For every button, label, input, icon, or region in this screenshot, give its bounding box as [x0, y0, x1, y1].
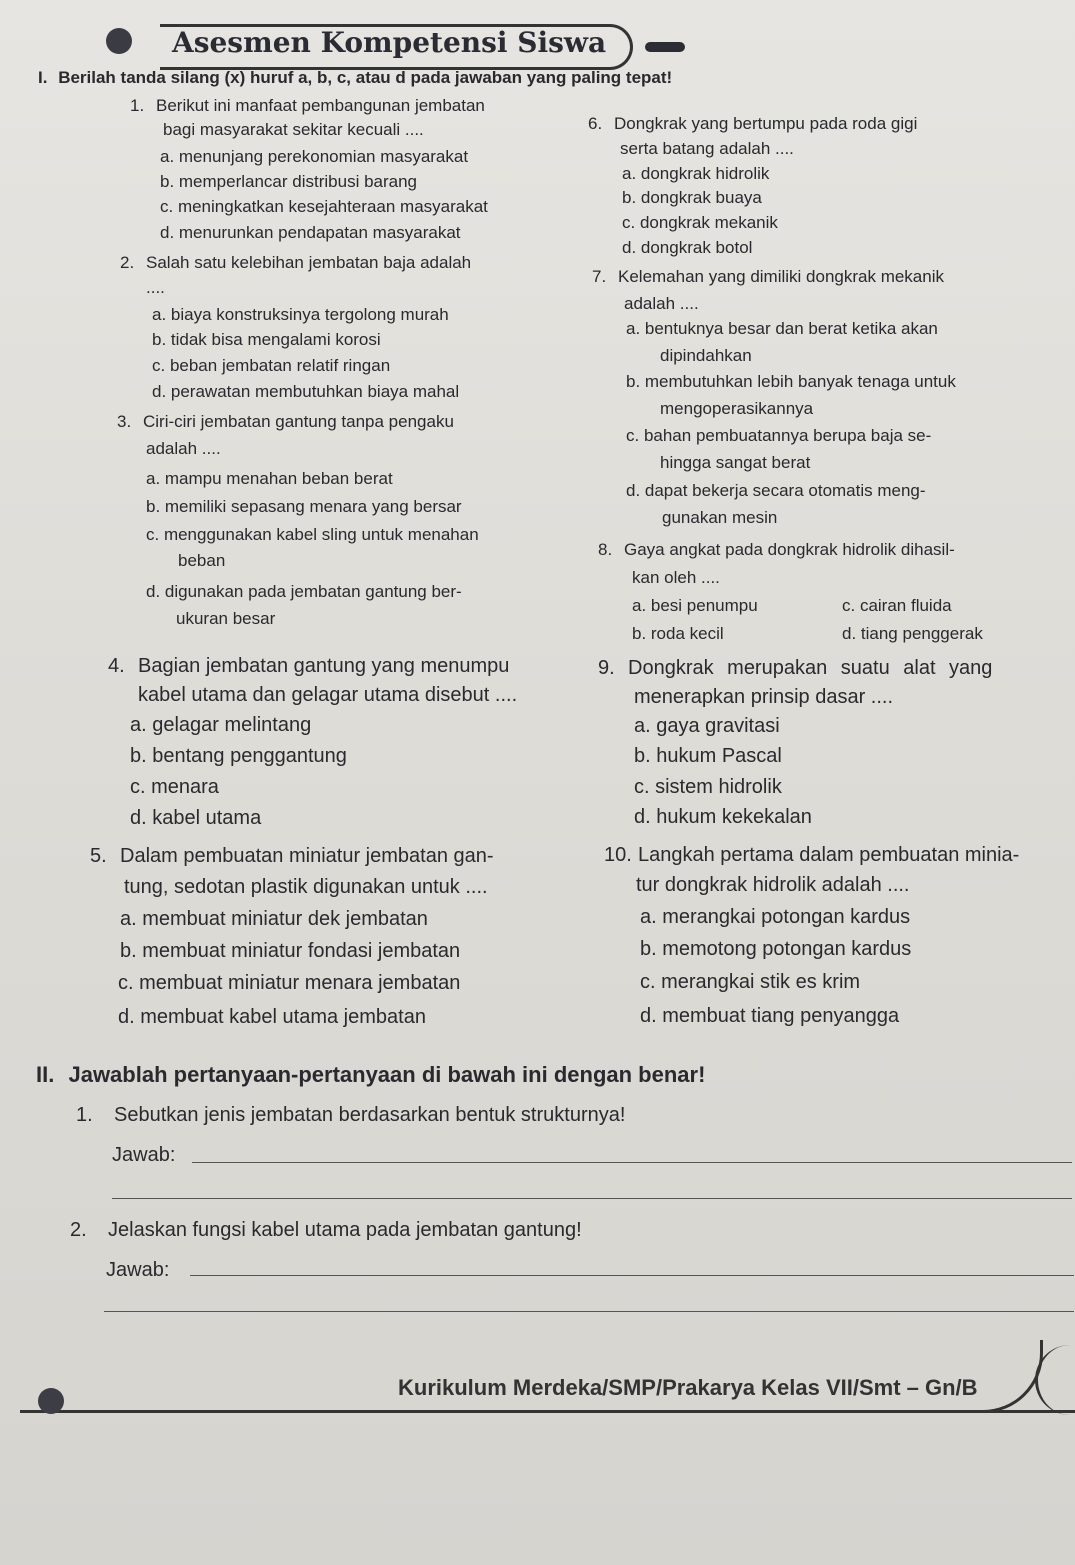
option-6c[interactable]: c. dongkrak mekanik: [622, 213, 778, 232]
section-2-instruction: Jawablah pertanyaan-pertanyaan di bawah ini dengan benar!: [68, 1062, 706, 1087]
question-10: [604, 840, 1019, 870]
option-4d[interactable]: d. kabel utama: [130, 807, 262, 829]
question-5-line-2: tung, sedotan plastik digunakan untuk ....: [124, 876, 488, 898]
option-2d[interactable]: d. perawatan membutuhkan biaya mahal: [152, 382, 460, 401]
answer-label-1: Jawab:: [112, 1144, 176, 1166]
essay-question-2: [70, 1215, 582, 1245]
page-title: Asesmen Kompetensi Siswa: [172, 26, 607, 59]
option-10a[interactable]: a. merangkai potongan kardus: [640, 906, 911, 928]
question-7-line-2: adalah ....: [624, 294, 699, 313]
question-3-line-2: adalah ....: [146, 439, 221, 458]
option-7c-continued: hingga sangat berat: [660, 453, 811, 472]
option-9c[interactable]: c. sistem hidrolik: [634, 776, 782, 798]
question-number: 9.: [598, 657, 615, 679]
question-text: Langkah pertama dalam pembuatan minia-: [638, 844, 1020, 866]
footer-base-line: [20, 1410, 1075, 1413]
question-number: 3.: [117, 412, 132, 431]
question-number: 2.: [120, 253, 135, 272]
option-7a[interactable]: a. bentuknya besar dan berat ketika akan: [626, 319, 938, 338]
option-8d[interactable]: d. tiang penggerak: [842, 624, 983, 643]
option-3d-continued: ukuran besar: [176, 609, 276, 628]
question-2: [120, 251, 471, 274]
option-8c[interactable]: c. cairan fluida: [842, 596, 952, 615]
question-1-line-2: bagi masyarakat sekitar kecuali ....: [163, 120, 424, 139]
option-4c[interactable]: c. menara: [130, 776, 219, 798]
question-3: [117, 410, 454, 433]
option-3a[interactable]: a. mampu menahan beban berat: [146, 469, 393, 488]
option-1a[interactable]: a. menunjang perekonomian masyarakat: [160, 147, 469, 166]
title-banner: [100, 16, 700, 68]
option-2a[interactable]: a. biaya konstruksinya tergolong murah: [152, 305, 449, 324]
question-text: Bagian jembatan gantung yang menumpu: [138, 655, 510, 677]
answer-line-2a[interactable]: [190, 1275, 1074, 1276]
option-2c[interactable]: c. beban jembatan relatif ringan: [152, 356, 391, 375]
option-5a[interactable]: a. membuat miniatur dek jembatan: [120, 908, 428, 930]
question-text: Dongkrak yang bertumpu pada roda gigi: [614, 114, 918, 133]
option-7c[interactable]: c. bahan pembuatannya berupa baja se-: [626, 426, 932, 445]
answer-line-1b[interactable]: [112, 1198, 1072, 1199]
option-6a[interactable]: a. dongkrak hidrolik: [622, 164, 770, 183]
option-3c[interactable]: c. menggunakan kabel sling untuk menahan: [146, 525, 479, 544]
option-3d[interactable]: d. digunakan pada jembatan gantung ber-: [146, 582, 462, 601]
option-7b[interactable]: b. membutuhkan lebih banyak tenaga untuk: [626, 372, 956, 391]
option-8a[interactable]: a. besi penumpu: [632, 596, 758, 615]
section-1-heading: [38, 68, 672, 88]
option-7d[interactable]: d. dapat bekerja secara otomatis meng-: [626, 481, 926, 500]
answer-line-2b[interactable]: [104, 1311, 1074, 1312]
option-9d[interactable]: d. hukum kekekalan: [634, 806, 812, 828]
question-number: 10.: [604, 844, 632, 866]
option-9a[interactable]: a. gaya gravitasi: [634, 715, 780, 737]
answer-label-2: Jawab:: [106, 1259, 170, 1281]
footer-text: Kurikulum Merdeka/SMP/Prakarya Kelas VII/Smt – Gn/B: [398, 1375, 978, 1400]
question-number: 2.: [70, 1219, 87, 1241]
section-1-label: I.: [38, 68, 48, 87]
option-5b[interactable]: b. membuat miniatur fondasi jembatan: [120, 940, 461, 962]
essay-question-1: [76, 1100, 625, 1130]
question-text: Ciri-ciri jembatan gantung tanpa pengaku: [143, 412, 454, 431]
question-text: Berikut ini manfaat pembangunan jembatan: [156, 96, 485, 115]
option-1d[interactable]: d. menurunkan pendapatan masyarakat: [160, 223, 461, 242]
question-10-line-2: tur dongkrak hidrolik adalah ....: [636, 874, 910, 896]
question-6: [588, 112, 917, 135]
footer-bullet-icon: [38, 1388, 64, 1414]
question-number: 5.: [90, 845, 107, 867]
question-text: Dongkrak merupakan suatu alat yang: [628, 657, 993, 679]
section-2-label: II.: [36, 1062, 55, 1087]
title-tail-decoration: [645, 42, 685, 52]
option-1c[interactable]: c. meningkatkan kesejahteraan masyarakat: [160, 197, 488, 216]
option-3b[interactable]: b. memiliki sepasang menara yang bersar: [146, 497, 462, 516]
option-4b[interactable]: b. bentang penggantung: [130, 745, 347, 767]
option-6d[interactable]: d. dongkrak botol: [622, 238, 753, 257]
title-bullet-icon: [106, 28, 132, 54]
question-text: Sebutkan jenis jembatan berdasarkan bentuk strukturnya!: [114, 1104, 626, 1126]
question-5: [90, 841, 494, 871]
option-9b[interactable]: b. hukum Pascal: [634, 745, 782, 767]
option-10c[interactable]: c. merangkai stik es krim: [640, 971, 861, 993]
question-9: [598, 653, 992, 683]
option-10b[interactable]: b. memotong potongan kardus: [640, 938, 912, 960]
question-7: [592, 265, 944, 288]
question-number: 1.: [130, 96, 145, 115]
question-8-line-2: kan oleh ....: [632, 568, 720, 587]
answer-line-1a[interactable]: [192, 1162, 1072, 1163]
question-4: [108, 651, 509, 681]
option-8b[interactable]: b. roda kecil: [632, 624, 724, 643]
question-number: 6.: [588, 114, 603, 133]
option-5d[interactable]: d. membuat kabel utama jembatan: [118, 1006, 426, 1028]
option-5c[interactable]: c. membuat miniatur menara jembatan: [118, 972, 461, 994]
question-number: 4.: [108, 655, 125, 677]
question-4-line-2: kabel utama dan gelagar utama disebut ....: [138, 684, 518, 706]
option-2b[interactable]: b. tidak bisa mengalami korosi: [152, 330, 381, 349]
question-6-line-2: serta batang adalah ....: [620, 139, 794, 158]
option-7b-continued: mengoperasikannya: [660, 399, 814, 418]
question-text: Salah satu kelebihan jembatan baja adalah: [146, 253, 472, 272]
question-number: 8.: [598, 540, 613, 559]
option-10d[interactable]: d. membuat tiang penyangga: [640, 1005, 900, 1027]
option-1b[interactable]: b. memperlancar distribusi barang: [160, 172, 418, 191]
option-7d-continued: gunakan mesin: [662, 508, 778, 527]
question-1: [130, 94, 485, 117]
question-number: 1.: [76, 1104, 93, 1126]
question-8: [598, 538, 955, 561]
section-2-heading: [36, 1062, 705, 1088]
option-3c-continued: beban: [178, 551, 226, 570]
question-text: Gaya angkat pada dongkrak hidrolik dihasil-: [624, 540, 955, 559]
option-6b[interactable]: b. dongkrak buaya: [622, 188, 762, 207]
question-9-line-2: menerapkan prinsip dasar ....: [634, 686, 894, 708]
question-number: 7.: [592, 267, 607, 286]
option-4a[interactable]: a. gelagar melintang: [130, 714, 312, 736]
question-text: Jelaskan fungsi kabel utama pada jembatan gantung!: [108, 1219, 582, 1241]
option-7a-continued: dipindahkan: [660, 346, 752, 365]
question-text: Kelemahan yang dimiliki dongkrak mekanik: [618, 267, 944, 286]
section-1-instruction: Berilah tanda silang (x) huruf a, b, c, atau d pada jawaban yang paling tepat!: [58, 68, 673, 87]
question-2-line-2: ....: [146, 278, 165, 297]
question-text: Dalam pembuatan miniatur jembatan gan-: [120, 845, 494, 867]
